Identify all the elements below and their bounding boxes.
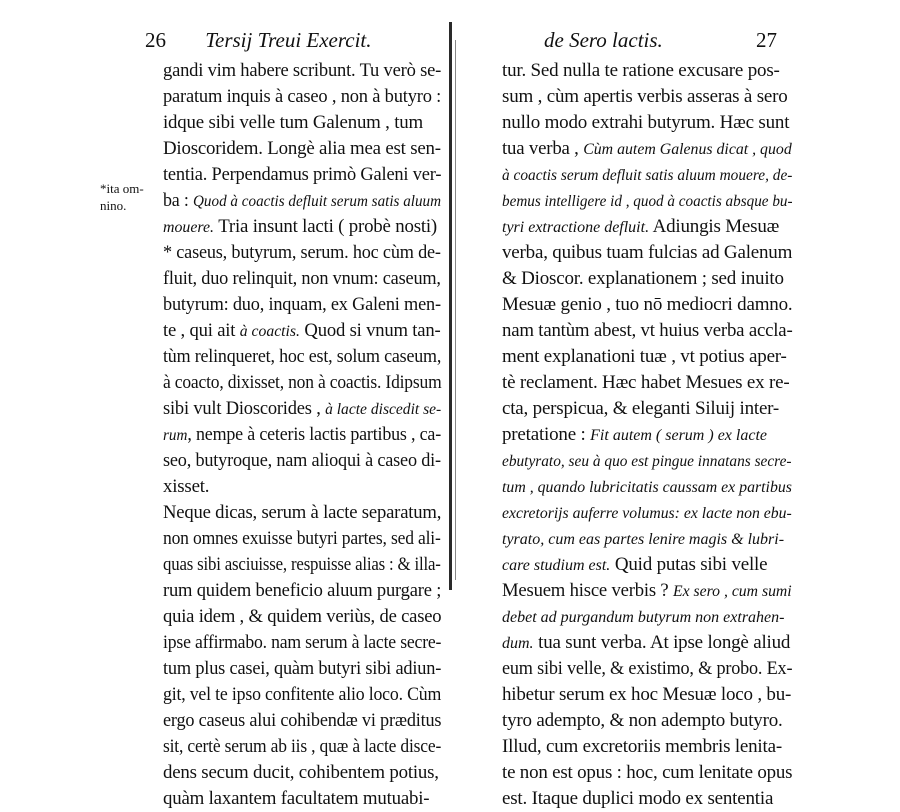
text-line: [163, 630, 442, 656]
text-line: [163, 552, 441, 578]
text-line: [502, 84, 792, 110]
text-line: [502, 552, 792, 578]
text-segment: tentia. Perpendamus primò Galeni ver-: [163, 164, 442, 185]
italic-quote: care studium est.: [502, 557, 611, 574]
text-line: [163, 760, 441, 786]
italic-quote: dum.: [502, 635, 534, 652]
text-line: [502, 656, 793, 682]
italic-quote: excretorijs auferre volumus: ex lacte non ebu-: [502, 505, 792, 522]
text-line: [502, 682, 792, 708]
text-line: [502, 422, 792, 448]
text-segment: sum , cùm apertis verbis asseras à sero: [502, 86, 788, 107]
text-line: [502, 240, 792, 266]
text-line: [502, 266, 792, 292]
text-segment: nullo modo extrahi butyrum. Hæc sunt: [502, 112, 790, 133]
text-line: [163, 344, 442, 370]
text-line: [163, 500, 442, 526]
text-segment: Tria insunt lacti ( probè nosti): [214, 216, 438, 237]
text-line: [163, 734, 442, 760]
text-line: [502, 370, 792, 396]
text-line: [163, 708, 442, 734]
text-line: [163, 318, 441, 344]
text-segment: seo, butyroque, nam alioqui à caseo di-: [163, 450, 441, 471]
text-segment: idque sibi velle tum Galenum , tum: [163, 112, 423, 133]
text-segment: tua sunt verba. At ipse longè aliud: [533, 632, 791, 653]
text-segment: quàm laxantem facultatem mutuabi-: [163, 788, 430, 809]
text-segment: à coacto, dixisset, non à coactis. Idipsum: [163, 372, 442, 393]
text-line: [502, 604, 792, 630]
text-segment: Mesuæ genio , tuo nō mediocri damno.: [502, 294, 793, 315]
text-segment: tur. Sed nulla te ratione excusare pos-: [502, 60, 780, 81]
running-head: de Sero lactis.: [544, 28, 663, 52]
text-line: [163, 162, 442, 188]
text-segment: sit, certè serum ab iis , quæ à lacte disce-: [163, 736, 442, 757]
running-head: Tersij Treui Exercit.: [205, 28, 372, 52]
margin-note-line: nino.: [100, 198, 127, 213]
text-segment: gandi vim habere scribunt. Tu verò se-: [163, 60, 442, 81]
text-segment: Adiungis Mesuæ: [649, 216, 780, 237]
text-line: [163, 110, 441, 136]
text-segment: Illud, cum excretoriis membris lenita-: [502, 736, 782, 757]
right-page: [452, 0, 900, 809]
text-line: [502, 474, 792, 500]
text-line: [163, 396, 442, 422]
text-line: [163, 136, 441, 162]
text-line: [163, 526, 441, 552]
text-line: [163, 604, 442, 630]
text-segment: tua verba ,: [502, 138, 584, 159]
text-line: [163, 448, 441, 474]
page-number: 27: [756, 28, 778, 52]
text-line: [502, 344, 792, 370]
text-line: [163, 422, 442, 448]
left-text-block: [163, 58, 443, 812]
text-segment: Quid putas sibi velle: [610, 554, 768, 575]
text-segment: xisset.: [163, 476, 210, 497]
text-segment: butyrum: duo, inquam, ex Galeni men-: [163, 294, 441, 315]
text-segment: tyro adempto, & non adempto butyro.: [502, 710, 783, 731]
text-segment: cta, perspicua, & eleganti Siluij inter-: [502, 398, 780, 419]
text-segment: ipse affirmabo. nam serum à lacte secre-: [163, 632, 442, 653]
margin-note-line: *ita om-: [100, 181, 144, 196]
left-page-header: [145, 28, 372, 53]
italic-quote: rum: [163, 427, 188, 444]
text-segment: Mesuem hisce verbis ?: [502, 580, 673, 601]
text-line: [163, 266, 441, 292]
italic-quote: à coactis serum defluit satis aluum mouere, de-: [502, 167, 793, 184]
text-line: [163, 682, 442, 708]
text-line: [502, 396, 792, 422]
italic-quote: mouere.: [163, 219, 215, 236]
text-segment: verba, quibus tuam fulcias ad Galenum: [502, 242, 793, 263]
text-segment: tè reclament. Hæc habet Mesues ex re-: [502, 372, 790, 393]
text-line: [502, 526, 792, 552]
text-line: [163, 292, 441, 318]
text-line: [163, 214, 441, 240]
text-line: [502, 630, 792, 656]
text-segment: quas sibi asciuisse, respuisse alias : & illa-: [163, 554, 441, 575]
text-line: [502, 500, 792, 526]
italic-quote: debet ad purgandum butyrum non extrahen-: [502, 609, 785, 626]
text-segment: est. Itaque duplici modo ex sententia: [502, 788, 774, 809]
text-segment: quia idem , & quidem veriùs, de caseo: [163, 606, 442, 627]
italic-quote: Quod à coactis defluit serum satis aluum: [193, 193, 442, 210]
text-segment: Dioscoridem. Longè alia mea est sen-: [163, 138, 441, 159]
text-segment: ment explanationi tuæ , vt potius aper-: [502, 346, 787, 367]
italic-quote: bemus intelligere id , quod à coactis absque bu-: [502, 193, 793, 210]
text-segment: tum plus casei, quàm butyri sibi adiun-: [163, 658, 442, 679]
text-line: [163, 188, 442, 214]
page-number: 26: [145, 28, 166, 52]
italic-quote: tyrato, cum eas partes lenire magis & lubri-: [502, 531, 785, 548]
text-segment: te non est opus : hoc, cum lenitate opus: [502, 762, 793, 783]
text-line: [163, 656, 442, 682]
italic-quote: ebutyrato, seu à quo est pingue innatans secre-: [502, 453, 792, 470]
text-segment: rum quidem beneficio aluum purgare ;: [163, 580, 442, 601]
text-line: [163, 578, 442, 604]
text-line: [502, 292, 792, 318]
italic-quote: à coactis.: [239, 323, 300, 340]
text-line: [163, 786, 441, 812]
text-segment: ba :: [163, 190, 194, 211]
text-segment: dens secum ducit, cohibentem potius,: [163, 762, 439, 783]
text-segment: te , qui ait: [163, 320, 240, 341]
text-line: [163, 474, 441, 500]
text-segment: pretatione :: [502, 424, 591, 445]
text-line: [502, 760, 791, 786]
text-segment: tùm relinqueret, hoc est, solum caseum,: [163, 346, 442, 367]
italic-quote: Cùm autem Galenus dicat , quod: [583, 141, 792, 158]
text-line: [502, 136, 792, 162]
text-line: [502, 318, 793, 344]
italic-quote: tum , quando lubricitatis caussam ex partibus: [502, 479, 792, 496]
right-page-header: [544, 28, 777, 53]
text-line: [502, 786, 792, 812]
text-segment: Neque dicas, serum à lacte separatum,: [163, 502, 442, 523]
text-line: [163, 84, 442, 110]
italic-quote: à lacte discedit se-: [325, 401, 442, 418]
text-segment: fluit, duo relinquit, non vnum: caseum,: [163, 268, 441, 289]
text-line: [502, 708, 792, 734]
text-line: [502, 214, 792, 240]
text-line: [502, 734, 792, 760]
text-segment: * caseus, butyrum, serum. hoc cùm de-: [163, 242, 441, 263]
text-segment: & Dioscor. explanationem ; sed inuito: [502, 268, 784, 289]
text-segment: nam tantùm abest, vt huius verba accla-: [502, 320, 793, 341]
text-line: [163, 240, 441, 266]
italic-quote: Ex sero , cum sumi: [672, 583, 792, 600]
text-line: [502, 578, 792, 604]
italic-quote: Fit autem ( serum ) ex lacte: [590, 427, 767, 444]
text-line: [163, 58, 442, 84]
text-line: [502, 162, 793, 188]
text-segment: sibi vult Dioscorides ,: [163, 398, 326, 419]
margin-note: [100, 180, 144, 214]
text-segment: eum sibi velle, & existimo, & probo. Ex-: [502, 658, 793, 679]
text-line: [502, 110, 792, 136]
text-segment: Quod si vnum tan-: [299, 320, 441, 341]
text-line: [163, 370, 442, 396]
right-text-block: [502, 58, 792, 812]
text-segment: , nempe à ceteris lactis partibus , ca-: [187, 424, 442, 445]
text-line: [502, 448, 792, 474]
text-segment: git, vel te ipso confitente alio loco. Cùm: [163, 684, 442, 705]
text-line: [502, 188, 793, 214]
text-segment: hibetur serum ex hoc Mesuæ loco , bu-: [502, 684, 792, 705]
text-segment: paratum inquis à caseo , non à butyro :: [163, 86, 442, 107]
text-line: [502, 58, 792, 84]
text-segment: non omnes exuisse butyri partes, sed ali-: [163, 528, 441, 549]
text-segment: ergo caseus alui cohibendæ vi præditus: [163, 710, 442, 731]
italic-quote: tyri extractione defluit.: [502, 219, 650, 236]
